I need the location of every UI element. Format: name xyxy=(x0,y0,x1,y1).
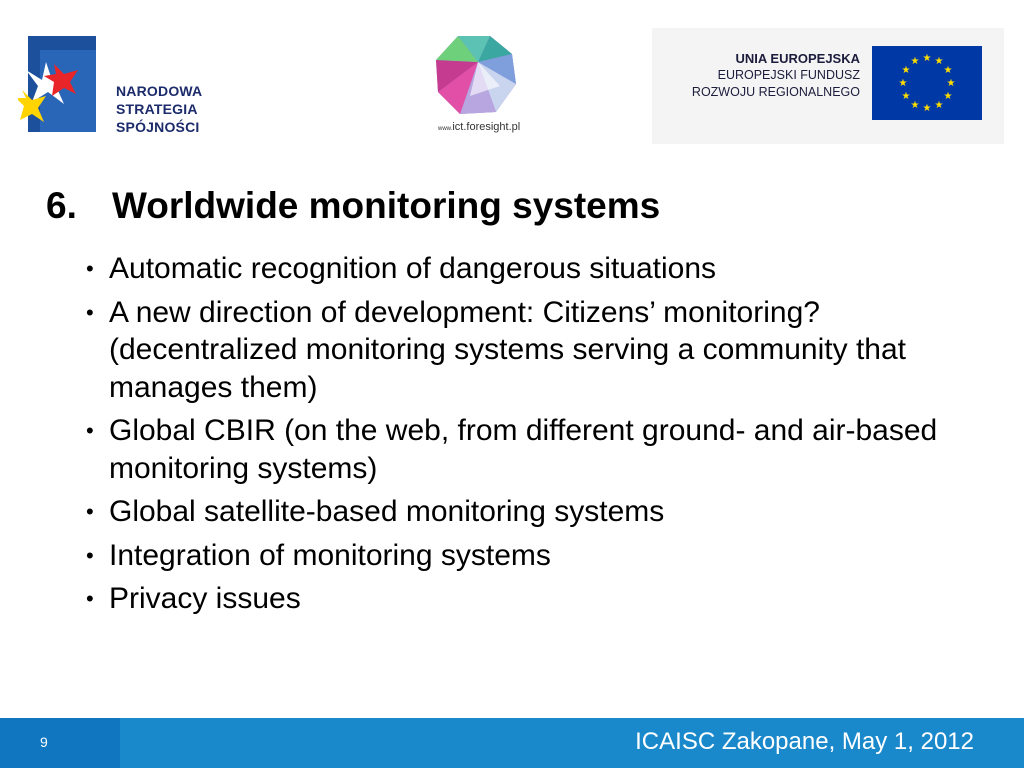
list-item-text: Global CBIR (on the web, from different ground- and air-based monitoring systems) xyxy=(109,414,938,485)
svg-text:★: ★ xyxy=(922,103,932,114)
eu-logo-text xyxy=(674,50,860,101)
svg-text:★: ★ xyxy=(898,78,908,89)
bullet-dot: • xyxy=(86,499,94,524)
ict-foresight-gem-icon xyxy=(430,34,526,120)
bullet-dot: • xyxy=(86,418,94,443)
eu-line3: ROZWOJU REGIONALNEGO xyxy=(691,85,860,99)
nss-line1: NARODOWA xyxy=(116,83,203,99)
svg-text:★: ★ xyxy=(901,91,911,102)
bullet-dot: • xyxy=(86,299,94,325)
ict-foresight-url xyxy=(438,121,528,133)
list-item-text: Privacy issues xyxy=(109,582,301,615)
ict-foresight-logo xyxy=(430,34,526,144)
svg-text:★: ★ xyxy=(910,100,920,111)
list-item xyxy=(86,580,996,618)
svg-text:★: ★ xyxy=(922,53,932,64)
svg-text:★: ★ xyxy=(901,65,911,76)
eu-logo xyxy=(652,28,1004,144)
page-number: 9 xyxy=(40,734,48,750)
list-item-text: Integration of monitoring systems xyxy=(109,538,551,572)
slide-title xyxy=(46,184,660,228)
bullet-list xyxy=(86,250,996,624)
eu-flag-icon xyxy=(872,46,982,120)
ict-url-domain: ict.foresight.pl xyxy=(452,121,521,133)
svg-text:★: ★ xyxy=(943,65,953,76)
nss-star-logo-icon xyxy=(18,30,108,140)
svg-text:★: ★ xyxy=(943,91,953,102)
eu-line2: EUROPEJSKI FUNDUSZ xyxy=(717,68,860,82)
svg-text:★: ★ xyxy=(934,100,944,111)
nss-logo xyxy=(18,30,278,140)
list-item-text: A new direction of development: Citizens’ monitoring? (decentralized monitoring systems serving a community that manages them) xyxy=(109,295,906,404)
list-item xyxy=(86,493,996,531)
ict-url-prefix: www. xyxy=(438,126,453,132)
svg-text:★: ★ xyxy=(934,56,944,67)
footer-bar xyxy=(0,718,1024,768)
list-item xyxy=(86,537,996,575)
slide-title-text: Worldwide monitoring systems xyxy=(112,185,661,226)
bullet-dot: • xyxy=(86,586,94,611)
list-item-text: Automatic recognition of dangerous situations xyxy=(109,252,717,285)
bullet-dot: • xyxy=(86,256,94,281)
footer-conference-text: ICAISC Zakopane, May 1, 2012 xyxy=(635,728,974,755)
svg-text:★: ★ xyxy=(946,78,956,89)
footer-page-box xyxy=(0,718,120,768)
nss-line2: STRATEGIA SPÓJNOŚCI xyxy=(116,101,200,135)
slide-title-number: 6. xyxy=(46,185,77,226)
svg-text:★: ★ xyxy=(910,56,920,67)
eu-line1: UNIA EUROPEJSKA xyxy=(735,51,860,66)
bullet-dot: • xyxy=(86,542,94,568)
list-item xyxy=(86,294,996,407)
nss-logo-text xyxy=(116,82,278,136)
list-item xyxy=(86,412,996,487)
list-item-text: Global satellite-based monitoring systems xyxy=(109,495,665,528)
list-item xyxy=(86,250,996,288)
